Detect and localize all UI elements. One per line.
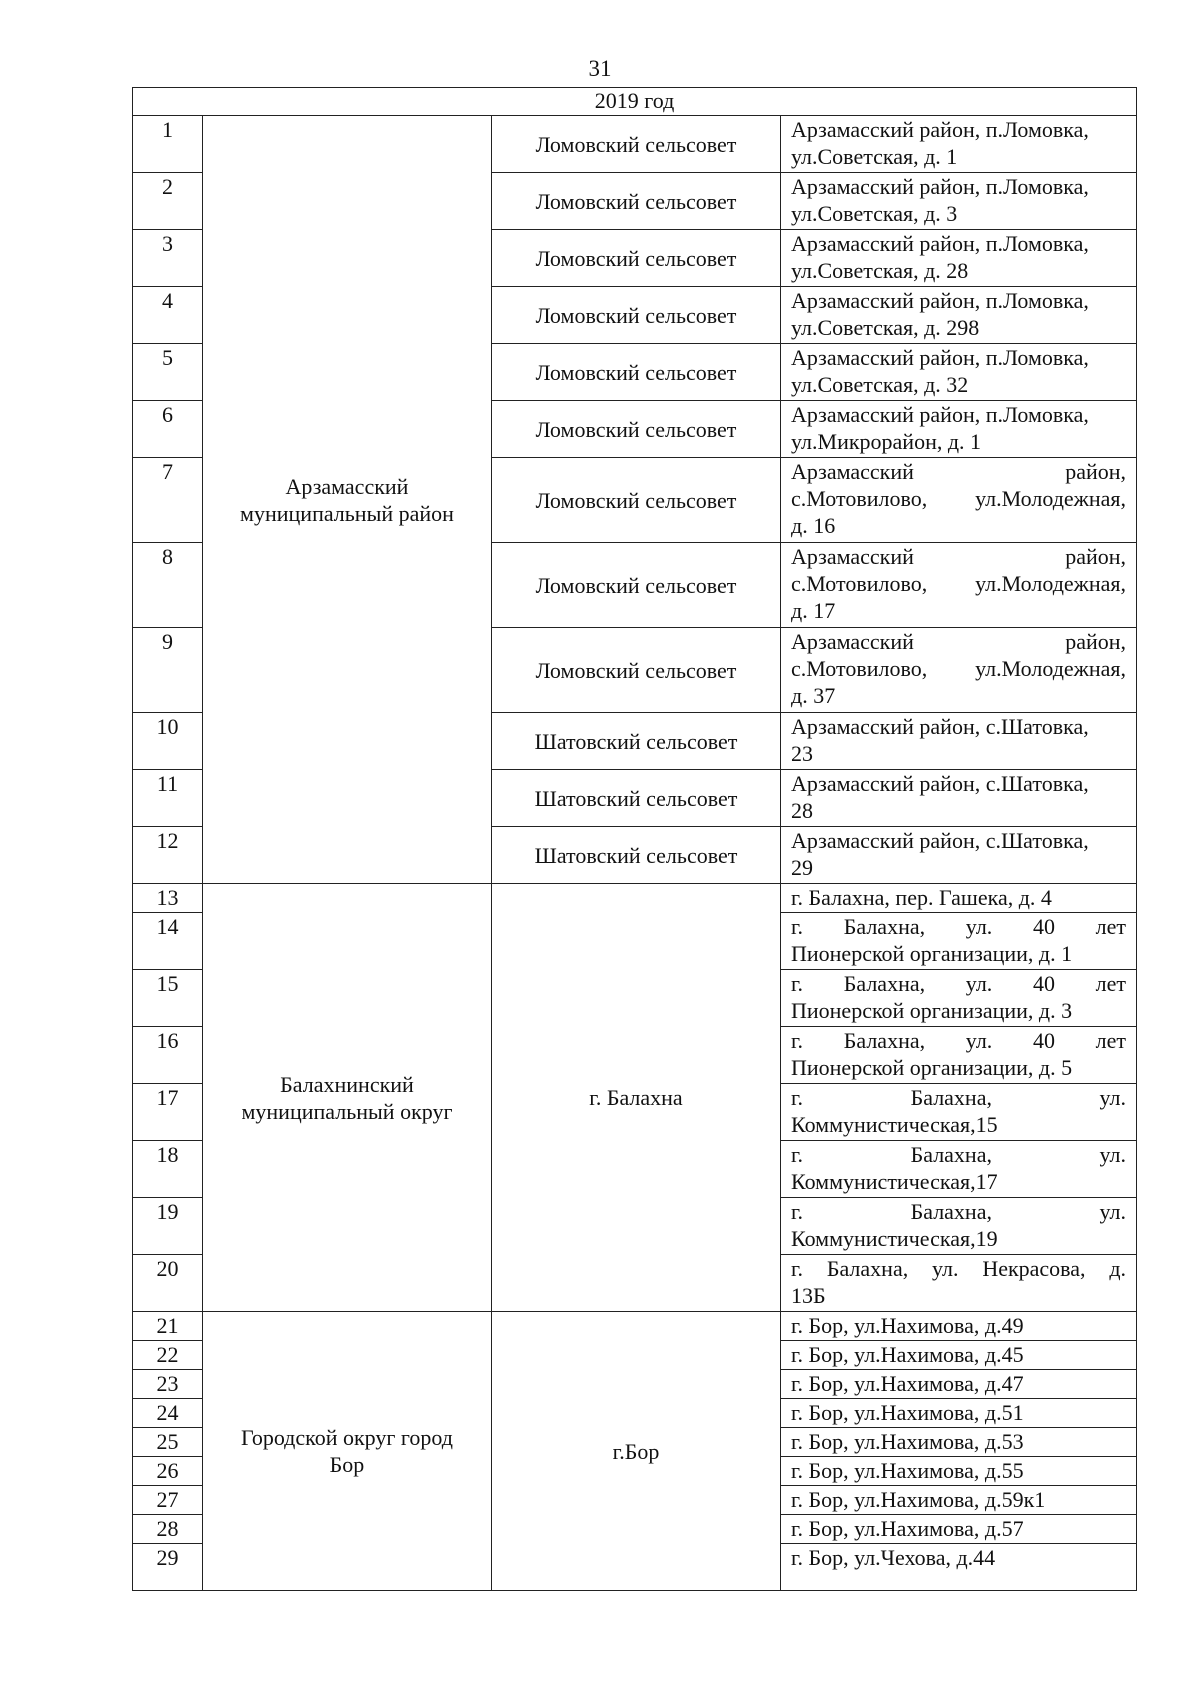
text-line: Арзамасский район, п.Ломовка, [791, 345, 1089, 370]
text-line: Арзамасский район, п.Ломовка, [791, 402, 1089, 427]
municipality-cell [203, 884, 492, 1312]
row-number: 13 [133, 884, 203, 913]
municipality-cell [203, 1312, 492, 1591]
text-line: с.Мотовилово, ул.Молодежная, [791, 571, 1127, 596]
address-cell [781, 287, 1137, 344]
row-number: 26 [133, 1457, 203, 1486]
text-line: г. Балахна, ул. 40 лет [791, 971, 1127, 996]
text-line: 23 [791, 741, 813, 766]
settlement-cell: Ломовский сельсовет [492, 173, 781, 230]
row-number: 3 [133, 230, 203, 287]
text-line: г. Бор, ул.Нахимова, д.51 [791, 1400, 1024, 1425]
address-cell [781, 230, 1137, 287]
address-cell [781, 344, 1137, 401]
address-cell [781, 1027, 1137, 1084]
settlement-cell: Ломовский сельсовет [492, 344, 781, 401]
text-line: Коммунистическая,15 [791, 1112, 998, 1137]
row-number: 4 [133, 287, 203, 344]
row-number: 24 [133, 1399, 203, 1428]
address-cell [781, 1341, 1137, 1370]
row-number: 5 [133, 344, 203, 401]
row-number: 15 [133, 970, 203, 1027]
row-number: 29 [133, 1544, 203, 1591]
text-line: с.Мотовилово, ул.Молодежная, [791, 486, 1127, 511]
address-cell [781, 1428, 1137, 1457]
row-number: 12 [133, 827, 203, 884]
table-row [133, 1312, 1137, 1341]
settlement-cell: Ломовский сельсовет [492, 458, 781, 543]
text-line: Коммунистическая,19 [791, 1226, 998, 1251]
address-cell [781, 1141, 1137, 1198]
address-cell [781, 970, 1137, 1027]
text-line: ул.Советская, д. 1 [791, 144, 958, 169]
settlement-cell: Шатовский сельсовет [492, 770, 781, 827]
text-line: Арзамасский район, с.Шатовка, [791, 714, 1089, 739]
row-number: 22 [133, 1341, 203, 1370]
text-line: ул.Советская, д. 32 [791, 372, 969, 397]
text-line: Арзамасский район, п.Ломовка, [791, 174, 1089, 199]
text-line: 29 [791, 855, 813, 880]
text-line: г. Бор, ул.Нахимова, д.45 [791, 1342, 1024, 1367]
address-cell [781, 1457, 1137, 1486]
text-line: г. Балахна, ул. [791, 1085, 1127, 1110]
text-line: д. 37 [791, 683, 836, 708]
address-cell [781, 1399, 1137, 1428]
page-number: 31 [588, 56, 612, 81]
text-line: Арзамасский район, [791, 544, 1127, 569]
text-line: г. Бор, ул.Нахимова, д.53 [791, 1429, 1024, 1454]
row-number: 11 [133, 770, 203, 827]
address-cell [781, 713, 1137, 770]
text-line: г. Бор, ул.Нахимова, д.49 [791, 1313, 1024, 1338]
text-line: муниципальный район [240, 500, 454, 526]
address-cell [781, 173, 1137, 230]
settlement-cell: Ломовский сельсовет [492, 543, 781, 628]
row-number: 17 [133, 1084, 203, 1141]
settlement-cell: г.Бор [492, 1312, 781, 1591]
text-line: Арзамасский район, с.Шатовка, [791, 828, 1089, 853]
address-cell [781, 1198, 1137, 1255]
address-cell [781, 827, 1137, 884]
text-line: Арзамасский [285, 473, 409, 499]
text-line: 28 [791, 798, 813, 823]
register-table-body [133, 88, 1137, 1591]
address-cell [781, 458, 1137, 543]
municipality-cell [203, 116, 492, 884]
address-cell [781, 401, 1137, 458]
row-number: 10 [133, 713, 203, 770]
register-table [132, 87, 1137, 1591]
row-number: 25 [133, 1428, 203, 1457]
row-number: 1 [133, 116, 203, 173]
settlement-cell: г. Балахна [492, 884, 781, 1312]
row-number: 9 [133, 628, 203, 713]
settlement-cell: Шатовский сельсовет [492, 827, 781, 884]
address-cell [781, 1370, 1137, 1399]
address-cell [781, 884, 1137, 913]
text-line: с.Мотовилово, ул.Молодежная, [791, 656, 1127, 681]
year-header-row [133, 88, 1137, 116]
text-line: Арзамасский район, п.Ломовка, [791, 231, 1089, 256]
row-number: 23 [133, 1370, 203, 1399]
text-line: Арзамасский район, п.Ломовка, [791, 117, 1089, 142]
text-line: г. Бор, ул.Нахимова, д.57 [791, 1516, 1024, 1541]
row-number: 8 [133, 543, 203, 628]
text-line: г. Балахна, ул. [791, 1142, 1127, 1167]
text-line: Бор [329, 1452, 365, 1477]
text-line: г. Балахна, ул. Некрасова, д. [791, 1256, 1127, 1281]
text-line: Арзамасский район, п.Ломовка, [791, 288, 1089, 313]
text-line: г. Балахна, ул. [791, 1199, 1127, 1224]
row-number: 7 [133, 458, 203, 543]
text-line: Арзамасский район, с.Шатовка, [791, 771, 1089, 796]
row-number: 16 [133, 1027, 203, 1084]
text-line: Арзамасский район, [791, 459, 1127, 484]
row-number: 19 [133, 1198, 203, 1255]
address-cell [781, 543, 1137, 628]
row-number: 18 [133, 1141, 203, 1198]
row-number: 21 [133, 1312, 203, 1341]
row-number: 20 [133, 1255, 203, 1312]
address-cell [781, 1544, 1137, 1591]
text-line: Пионерской организации, д. 3 [791, 998, 1073, 1023]
text-line: Пионерской организации, д. 5 [791, 1055, 1073, 1080]
settlement-cell: Шатовский сельсовет [492, 713, 781, 770]
table-row [133, 116, 1137, 173]
address-cell [781, 1515, 1137, 1544]
text-line: 13Б [791, 1283, 826, 1308]
settlement-cell: Ломовский сельсовет [492, 401, 781, 458]
text-line: Балахнинский [280, 1071, 414, 1097]
row-number: 28 [133, 1515, 203, 1544]
text-line: г. Бор, ул.Нахимова, д.59к1 [791, 1487, 1046, 1512]
settlement-cell: Ломовский сельсовет [492, 287, 781, 344]
row-number: 27 [133, 1486, 203, 1515]
table-row [133, 884, 1137, 913]
text-line: Арзамасский район, [791, 629, 1127, 654]
text-line: д. 16 [791, 513, 836, 538]
row-number: 6 [133, 401, 203, 458]
text-line: Городской округ город [241, 1425, 453, 1450]
text-line: ул.Советская, д. 3 [791, 201, 958, 226]
text-line: г. Бор, ул.Нахимова, д.47 [791, 1371, 1024, 1396]
text-line: г. Бор, ул.Нахимова, д.55 [791, 1458, 1024, 1483]
address-cell [781, 1312, 1137, 1341]
address-cell [781, 1084, 1137, 1141]
text-line: д. 17 [791, 598, 836, 623]
settlement-cell: Ломовский сельсовет [492, 116, 781, 173]
address-cell [781, 116, 1137, 173]
text-line: ул.Советская, д. 298 [791, 315, 980, 340]
text-line: ул.Микрорайон, д. 1 [791, 429, 982, 454]
year-header: 2019 год [133, 88, 1137, 116]
address-cell [781, 770, 1137, 827]
address-cell [781, 913, 1137, 970]
settlement-cell: Ломовский сельсовет [492, 628, 781, 713]
text-line: муниципальный округ [241, 1098, 453, 1124]
text-line: г. Балахна, ул. 40 лет [791, 1028, 1127, 1053]
text-line: Коммунистическая,17 [791, 1169, 998, 1194]
text-line: Пионерской организации, д. 1 [791, 941, 1073, 966]
row-number: 2 [133, 173, 203, 230]
address-cell [781, 628, 1137, 713]
text-line: г. Балахна, ул. 40 лет [791, 914, 1127, 939]
text-line: ул.Советская, д. 28 [791, 258, 969, 283]
text-line: г. Балахна, пер. Гашека, д. 4 [791, 885, 1052, 910]
text-line: г. Бор, ул.Чехова, д.44 [791, 1545, 996, 1570]
address-cell [781, 1486, 1137, 1515]
settlement-cell: Ломовский сельсовет [492, 230, 781, 287]
row-number: 14 [133, 913, 203, 970]
address-cell [781, 1255, 1137, 1312]
